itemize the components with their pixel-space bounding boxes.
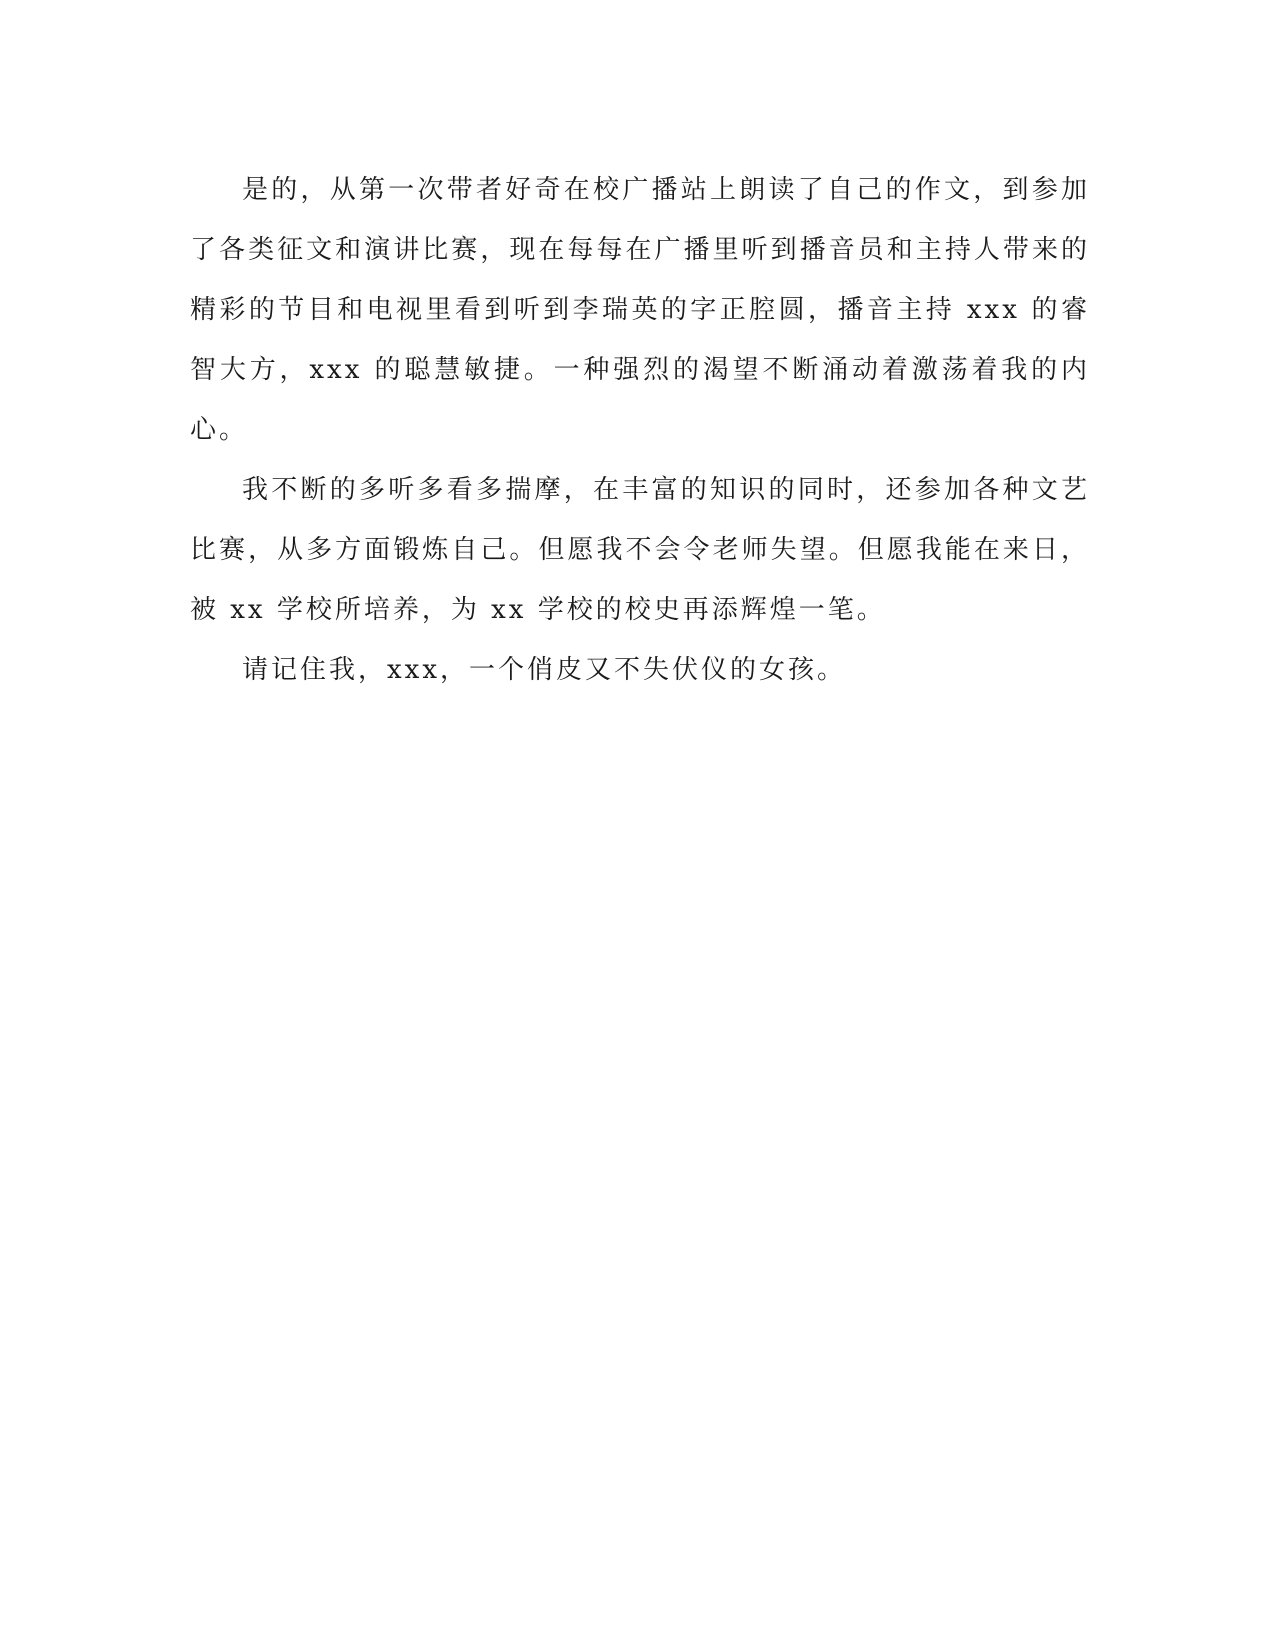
paragraph-1: 是的，从第一次带者好奇在校广播站上朗读了自己的作文，到参加了各类征文和演讲比赛，现在每每在广播里听到播音员和主持人带来的精彩的节目和电视里看到听到李瑞英的字正腔圆，播音主持 xxx 的睿智大方，xxx 的聪慧敏捷。一种强烈的渴望不断涌动着激荡着我的内心。 (190, 175, 1090, 445)
paragraph-2: 我不断的多听多看多揣摩，在丰富的知识的同时，还参加各种文艺比赛，从多方面锻炼自己。但愿我不会令老师失望。但愿我能在来日，被 xx 学校所培养，为 xx 学校的校史再添辉煌一笔。 (190, 475, 1090, 625)
document-body (190, 160, 1090, 700)
paragraph-3: 请记住我，xxx，一个俏皮又不失伏仪的女孩。 (242, 655, 846, 685)
